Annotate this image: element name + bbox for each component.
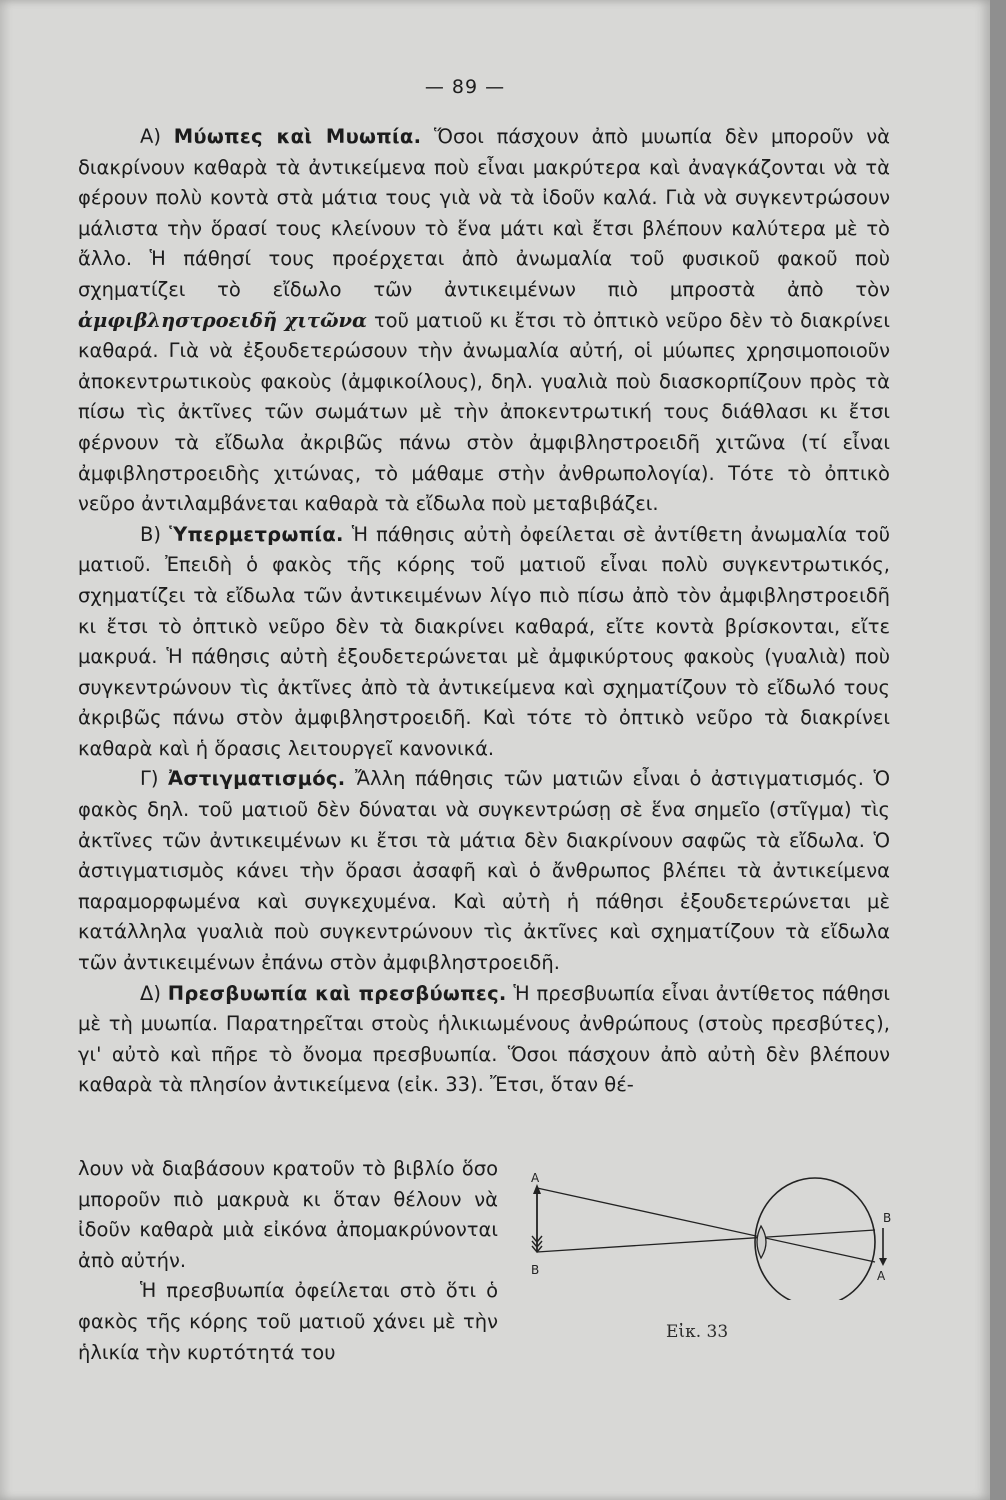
page-number: — 89 — [424,76,506,98]
section-marker: Β) [140,522,161,546]
label-object-bottom: Β [531,1263,540,1277]
ray-top [537,1188,875,1262]
section-text: Ἄλλη πάθησις τῶν ματιῶν εἶναι ὁ ἀστιγματισμός. Ὁ φακὸς δηλ. τοῦ ματιοῦ δὲν δύναται νὰ συγκεντρώσῃ σὲ ἕνα σημεῖο (στῖγμα) τὶς ἀκτῖνες τῶν ἀντικειμένων κι ἔτσι τὰ μάτια δὲν διακρίνουν σαφῶς τὰ εἴδωλα. Ὁ ἀστιγματισμὸς κάνει τὴν ὅρασι ἀσαφῆ καὶ ὁ ἄνθρωπος βλέπει τὰ ἀντικείμενα παραμορφωμένα καὶ συγκεχυμένα. Καὶ αὐτὴ ἡ πάθησι ἐξουδετερώνεται μὲ κατάλληλα γυαλιὰ ποὺ συγκεντρώνουν τὶς ἀκτῖνες καὶ σχηματίζουν τὰ εἴδωλα τῶν ἀντικειμένων ἐπάνω στὸν ἀμφιβληστροειδῆ. [78,767,891,975]
section-presbyopia [78,979,890,1101]
section-heading: Ὑπερμετρωπία. [169,522,344,546]
section-text: τοῦ ματιοῦ κι ἔτσι τὸ ὀπτικὸ νεῦρο δὲν τὸ διακρίνει καθαρά. Γιὰ νὰ ἐξουδετερώσουν τὴν ἀνωμαλία αὐτή, οἱ μύωπες χρησιμοποιοῦν ἀποκεντρωτικοὺς φακοὺς (ἀμφικοίλους), δηλ. γυαλιὰ ποὺ διασκορπίζουν πρὸς τὰ πίσω τὶς ἀκτῖνες τῶν σωμάτων μὲ τὴν ἀποκεντρωτική τους διάθλασι κι ἔτσι φέρνουν τὰ εἴδωλα ἀκριβῶς πάνω στὸν ἀμφιβληστροειδῆ χιτῶνα (τί εἶναι ἀμφιβληστροειδὴς χιτώνας, τὸ μάθαμε στὴν ἀνθρωπολογία). Τότε τὸ ὀπτικὸ νεῦρο ἀντιλαμβάνεται καθαρὰ τὰ εἴδωλα ποὺ μεταβιβάζει. [78,308,890,516]
main-text [78,122,890,1101]
section-text: Ὅσοι πάσχουν ἀπὸ μυωπία δὲν μποροῦν νὰ διακρίνουν καθαρὰ τὰ ἀντικείμενα ποὺ εἶναι μακρύτερα καὶ ἀναγκάζονται νὰ τὰ φέρουν πολὺ κοντὰ στὰ μάτια τους γιὰ νὰ τὰ ἰδοῦν καλά. Γιὰ νὰ συγκεντρώσουν μάλιστα τὴν ὅρασί τους κλείνουν τὸ ἕνα μάτι καὶ ἔτσι βλέπουν καλύτερα μὲ τὸ ἄλλο. Ἡ πάθησί τους προέρχεται ἀπὸ ἀνωμαλία τοῦ φυσικοῦ φακοῦ ποὺ σχηματίζει τὸ εἴδωλο τῶν ἀντικειμένων πιὸ μπροστὰ ἀπὸ τὸν [78,125,890,301]
image-arrow-head [879,1258,887,1266]
continuation-paragraph: λουν νὰ διαβάσουν κρατοῦν τὸ βιβλίο ὅσο μποροῦν πιὸ μακρυὰ κι ὅταν θέλουν νὰ ἰδοῦν καθαρὰ μιὰ εἰκόνα ἀπομακρύνονται ἀπὸ αὐτήν. [78,1157,498,1272]
wrapped-column-text [78,1154,498,1368]
emphasized-term: ἀμφιβληστροειδῆ χιτῶνα [78,308,368,332]
section-marker: Δ) [140,981,161,1005]
page-edge [990,0,1006,1500]
label-object-top: Α [531,1171,540,1185]
last-paragraph: Ἡ πρεσβυωπία ὀφείλεται στὸ ὅτι ὁ φακὸς τῆς κόρης τοῦ ματιοῦ χάνει μὲ τὴν ἡλικία τὴν κυρτότητά του [78,1279,498,1364]
section-text: Ἡ πρεσβυωπία εἶναι ἀντίθετος πάθησι μὲ τὴ μυωπία. Παρατηρεῖται στοὺς ἡλικιωμένους ἀνθρώπους (στοὺς πρεσβύτες), γι' αὐτὸ καὶ πῆρε τὸ ὄνομα πρεσβυωπία. Ὅσοι πάσχουν ἀπὸ αὐτὴ δὲν βλέπουν καθαρὰ τὰ πλησίον ἀντικείμενα (εἰκ. 33). Ἔτσι, ὅταν θέ- [78,981,890,1097]
eye-lens [757,1226,766,1258]
section-myopia [78,122,890,520]
section-marker: Α) [140,125,161,148]
section-astigmatism [78,764,890,978]
ray-bottom [537,1230,875,1252]
label-image-bottom: Α [877,1269,886,1283]
section-marker: Γ) [140,767,159,791]
eye-diagram [515,1170,905,1300]
section-text: Ἡ πάθησις αὐτὴ ὀφείλεται σὲ ἀντίθετη ἀνωμαλία τοῦ ματιοῦ. Ἐπειδὴ ὁ φακὸς τῆς κόρης τοῦ ματιοῦ εἶναι πολὺ συγκεντρωτικός, σχηματίζει τὰ εἴδωλα τῶν ἀντικειμένων λίγο πιὸ πίσω ἀπὸ τὸν ἀμφιβληστροειδῆ κι ἔτσι τὸ ὀπτικὸ νεῦρο δὲν τὰ διακρίνει καθαρά, εἴτε κοντὰ βρίσκονται, εἴτε μακρυά. Ἡ πάθησις αὐτὴ ἐξουδετερώνεται μὲ ἀμφικύρτους φακοὺς (γυαλιὰ) ποὺ συγκεντρώνουν τὶς ἀκτῖνες ἀπὸ τὰ ἀντικείμενα καὶ σχηματίζουν τὸ εἴδωλό τους ἀκριβῶς πάνω στὸν ἀμφιβληστροειδῆ. Καὶ τότε τὸ ὀπτικὸ νεῦρο τὰ διακρίνει καθαρὰ καὶ ἡ ὅρασις λειτουργεῖ κανονικά. [78,522,890,760]
label-image-top: Β [883,1211,892,1225]
figure-caption: Εἰκ. 33 [666,1322,729,1342]
eyeball [755,1178,875,1300]
section-hypermetropia [78,520,890,765]
section-heading: Πρεσβυωπία καὶ πρεσβύωπες. [167,981,507,1005]
section-heading: Ἀστιγματισμός. [168,767,346,791]
section-heading: Μύωπες καὶ Μυωπία. [173,125,422,148]
